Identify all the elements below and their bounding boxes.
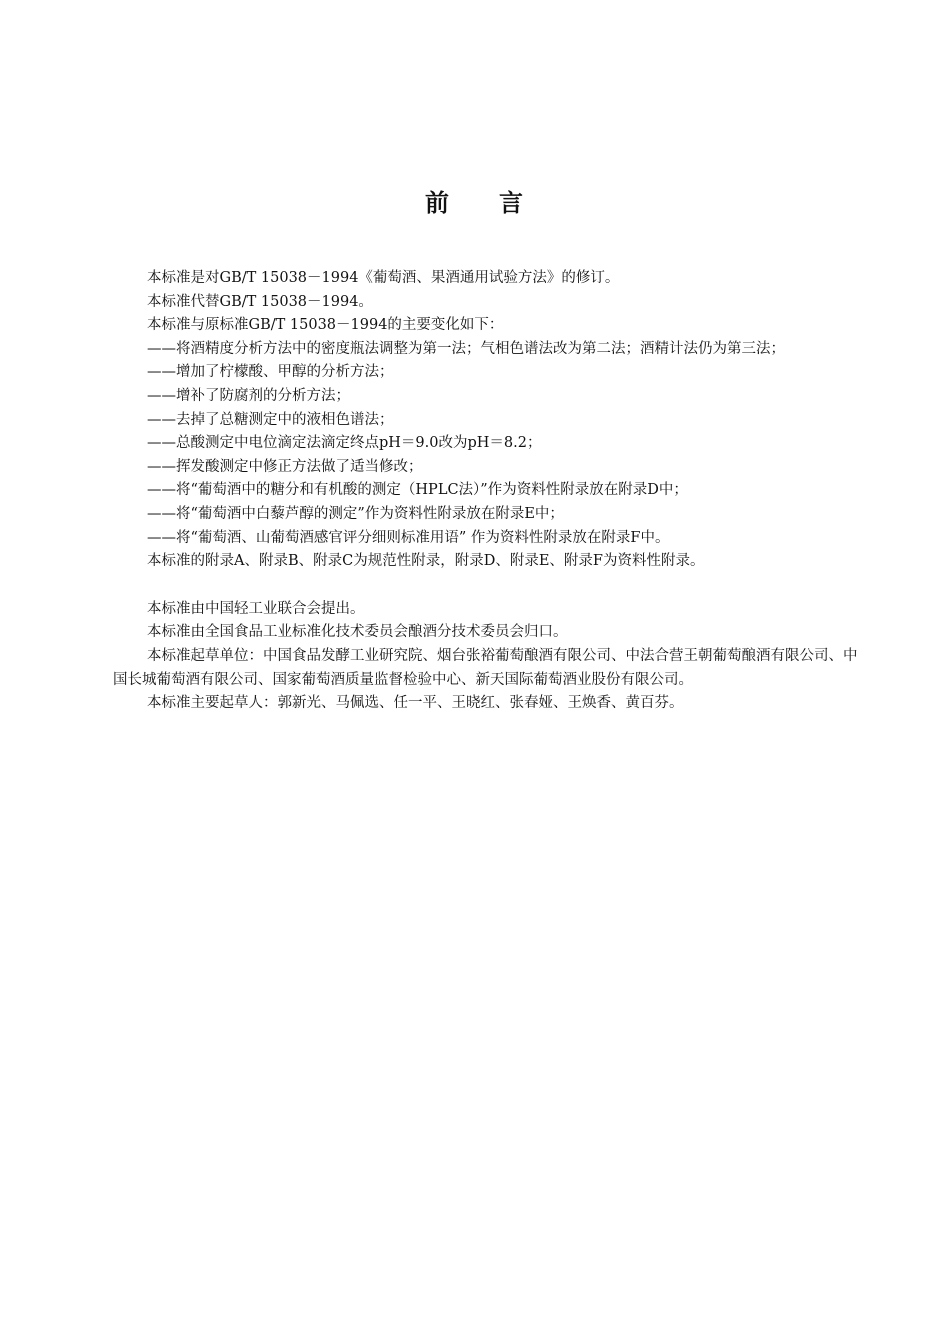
title-part-2: 言 bbox=[499, 189, 525, 217]
paragraph: 本标准是对GB/T 15038－1994《葡萄酒、果酒通用试验方法》的修订。 bbox=[147, 270, 620, 286]
paragraph: 本标准代替GB/T 15038－1994。 bbox=[147, 293, 373, 310]
change-item: ——总酸测定中电位滴定法滴定终点pH＝9.0改为pH＝8.2； bbox=[147, 435, 542, 452]
document-body bbox=[113, 267, 858, 716]
change-item: ——增加了柠檬酸、甲醇的分析方法； bbox=[147, 364, 394, 381]
paragraph: 本标准由全国食品工业标准化技术委员会酿酒分技术委员会归口。 bbox=[147, 624, 568, 641]
paragraph: 本标准由中国轻工业联合会提出。 bbox=[147, 600, 365, 617]
change-item: ——将“葡萄酒中的糖分和有机酸的测定（HPLC法）”作为资料性附录放在附录D中； bbox=[147, 482, 688, 499]
paragraph-spacer bbox=[113, 574, 858, 598]
page-title bbox=[0, 183, 950, 218]
paragraph: 本标准的附录A、附录B、附录C为规范性附录，附录D、附录E、附录F为资料性附录。 bbox=[147, 553, 705, 570]
paragraph: 本标准主要起草人：郭新光、马佩选、任一平、王晓红、张春娅、王焕香、黄百芬。 bbox=[147, 695, 684, 712]
change-item: ——将“葡萄酒中白藜芦醇的测定”作为资料性附录放在附录E中； bbox=[147, 505, 564, 522]
change-item: ——将酒精度分析方法中的密度瓶法调整为第一法；气相色谱法改为第二法；酒精计法仍为第三法； bbox=[147, 340, 785, 357]
paragraph: 本标准起草单位：中国食品发酵工业研究院、烟台张裕葡萄酿酒有限公司、中法合营王朝葡萄酿酒有限公司、中国长城葡萄酒有限公司、国家葡萄酒质量监督检验中心、新天国际葡萄酒业股份有限公司。 bbox=[113, 647, 858, 688]
paragraph: 本标准与原标准GB/T 15038－1994的主要变化如下： bbox=[147, 317, 504, 334]
change-item: ——将“葡萄酒、山葡萄酒感官评分细则标准用语” 作为资料性附录放在附录F中。 bbox=[147, 529, 670, 546]
change-item: ——挥发酸测定中修正方法做了适当修改； bbox=[147, 458, 423, 475]
change-item: ——去掉了总糖测定中的液相色谱法； bbox=[147, 411, 394, 428]
change-item: ——增补了防腐剂的分析方法； bbox=[147, 387, 350, 404]
title-part-1: 前 bbox=[425, 189, 451, 217]
